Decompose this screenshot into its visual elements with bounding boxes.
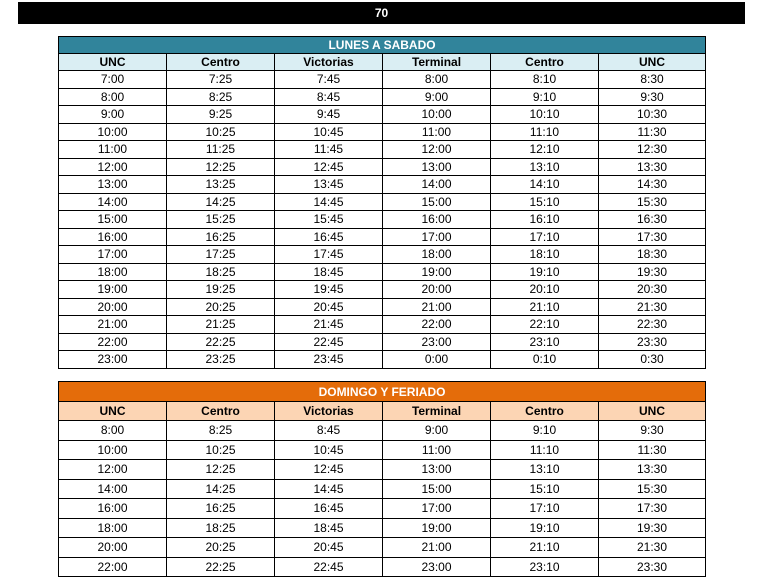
time-cell: 10:25	[167, 440, 275, 460]
time-cell: 18:00	[59, 263, 167, 281]
time-cell: 20:25	[167, 538, 275, 558]
time-cell: 17:25	[167, 246, 275, 264]
time-cell: 9:00	[383, 88, 491, 106]
route-number: 70	[374, 6, 389, 20]
time-cell: 23:30	[599, 557, 706, 577]
table-row	[59, 479, 706, 499]
table-row	[59, 88, 706, 106]
time-cell: 21:00	[383, 298, 491, 316]
time-cell: 12:00	[59, 460, 167, 480]
weekday-header-row	[59, 54, 706, 71]
time-cell: 8:45	[275, 88, 383, 106]
table-row	[59, 557, 706, 577]
holiday-schedule-title: DOMINGO Y FERIADO	[59, 382, 706, 402]
table-row	[59, 123, 706, 141]
table-row	[59, 316, 706, 334]
time-cell: 18:10	[491, 246, 599, 264]
time-cell: 16:30	[599, 211, 706, 229]
time-cell: 11:25	[167, 141, 275, 159]
time-cell: 16:45	[275, 228, 383, 246]
time-cell: 14:00	[59, 479, 167, 499]
time-cell: 13:10	[491, 158, 599, 176]
time-cell: 23:25	[167, 351, 275, 369]
time-cell: 9:25	[167, 106, 275, 124]
time-cell: 10:45	[275, 123, 383, 141]
table-row	[59, 538, 706, 558]
table-row	[59, 440, 706, 460]
time-cell: 15:10	[491, 193, 599, 211]
time-cell: 8:30	[599, 71, 706, 89]
time-cell: 9:10	[491, 421, 599, 441]
column-header: Victorias	[275, 402, 383, 421]
time-cell: 12:25	[167, 460, 275, 480]
time-cell: 11:00	[59, 141, 167, 159]
time-cell: 18:00	[383, 246, 491, 264]
time-cell: 14:10	[491, 176, 599, 194]
column-header: Centro	[491, 402, 599, 421]
time-cell: 9:30	[599, 421, 706, 441]
time-cell: 22:10	[491, 316, 599, 334]
time-cell: 0:10	[491, 351, 599, 369]
time-cell: 10:00	[59, 123, 167, 141]
table-row	[59, 176, 706, 194]
time-cell: 20:00	[383, 281, 491, 299]
time-cell: 19:25	[167, 281, 275, 299]
time-cell: 12:45	[275, 460, 383, 480]
table-row	[59, 263, 706, 281]
time-cell: 15:30	[599, 193, 706, 211]
time-cell: 9:10	[491, 88, 599, 106]
time-cell: 23:45	[275, 351, 383, 369]
time-cell: 21:30	[599, 298, 706, 316]
time-cell: 17:45	[275, 246, 383, 264]
time-cell: 14:45	[275, 193, 383, 211]
time-cell: 11:00	[383, 123, 491, 141]
time-cell: 0:30	[599, 351, 706, 369]
time-cell: 19:00	[383, 518, 491, 538]
time-cell: 23:10	[491, 557, 599, 577]
holiday-header-row	[59, 402, 706, 421]
column-header: Centro	[491, 54, 599, 71]
time-cell: 19:45	[275, 281, 383, 299]
time-cell: 11:30	[599, 440, 706, 460]
time-cell: 14:25	[167, 193, 275, 211]
time-cell: 8:45	[275, 421, 383, 441]
time-cell: 22:25	[167, 557, 275, 577]
time-cell: 13:00	[383, 460, 491, 480]
time-cell: 17:00	[59, 246, 167, 264]
time-cell: 9:30	[599, 88, 706, 106]
time-cell: 14:45	[275, 479, 383, 499]
time-cell: 8:10	[491, 71, 599, 89]
time-cell: 15:25	[167, 211, 275, 229]
table-row	[59, 499, 706, 519]
time-cell: 16:25	[167, 499, 275, 519]
time-cell: 9:00	[383, 421, 491, 441]
time-cell: 7:25	[167, 71, 275, 89]
time-cell: 15:30	[599, 479, 706, 499]
time-cell: 22:00	[383, 316, 491, 334]
time-cell: 11:10	[491, 440, 599, 460]
time-cell: 21:00	[383, 538, 491, 558]
time-cell: 11:45	[275, 141, 383, 159]
time-cell: 0:00	[383, 351, 491, 369]
time-cell: 13:45	[275, 176, 383, 194]
time-cell: 23:30	[599, 333, 706, 351]
time-cell: 10:25	[167, 123, 275, 141]
column-header: UNC	[599, 54, 706, 71]
time-cell: 20:10	[491, 281, 599, 299]
time-cell: 19:00	[59, 281, 167, 299]
time-cell: 22:00	[59, 333, 167, 351]
time-cell: 21:45	[275, 316, 383, 334]
table-row	[59, 298, 706, 316]
time-cell: 10:00	[383, 106, 491, 124]
time-cell: 13:10	[491, 460, 599, 480]
time-cell: 7:00	[59, 71, 167, 89]
column-header: UNC	[59, 402, 167, 421]
time-cell: 19:10	[491, 263, 599, 281]
column-header: Centro	[167, 54, 275, 71]
table-row	[59, 460, 706, 480]
time-cell: 10:00	[59, 440, 167, 460]
time-cell: 23:00	[383, 333, 491, 351]
time-cell: 20:45	[275, 538, 383, 558]
time-cell: 15:00	[383, 193, 491, 211]
time-cell: 20:00	[59, 538, 167, 558]
time-cell: 8:25	[167, 88, 275, 106]
time-cell: 17:30	[599, 499, 706, 519]
time-cell: 20:00	[59, 298, 167, 316]
time-cell: 8:00	[59, 88, 167, 106]
time-cell: 13:25	[167, 176, 275, 194]
time-cell: 20:30	[599, 281, 706, 299]
time-cell: 22:30	[599, 316, 706, 334]
time-cell: 10:10	[491, 106, 599, 124]
time-cell: 8:25	[167, 421, 275, 441]
time-cell: 19:00	[383, 263, 491, 281]
time-cell: 17:30	[599, 228, 706, 246]
time-cell: 11:00	[383, 440, 491, 460]
time-cell: 13:00	[59, 176, 167, 194]
time-cell: 16:00	[383, 211, 491, 229]
time-cell: 11:10	[491, 123, 599, 141]
time-cell: 21:10	[491, 298, 599, 316]
time-cell: 22:25	[167, 333, 275, 351]
time-cell: 23:10	[491, 333, 599, 351]
table-row	[59, 333, 706, 351]
time-cell: 18:45	[275, 518, 383, 538]
table-row	[59, 421, 706, 441]
time-cell: 18:25	[167, 518, 275, 538]
time-cell: 8:00	[59, 421, 167, 441]
time-cell: 14:00	[383, 176, 491, 194]
time-cell: 14:30	[599, 176, 706, 194]
table-row	[59, 141, 706, 159]
table-row	[59, 246, 706, 264]
weekday-schedule-title: LUNES A SABADO	[59, 37, 706, 54]
time-cell: 19:30	[599, 263, 706, 281]
time-cell: 15:45	[275, 211, 383, 229]
time-cell: 12:00	[59, 158, 167, 176]
time-cell: 16:00	[59, 228, 167, 246]
time-cell: 22:00	[59, 557, 167, 577]
time-cell: 10:30	[599, 106, 706, 124]
time-cell: 12:00	[383, 141, 491, 159]
column-header: UNC	[59, 54, 167, 71]
time-cell: 8:00	[383, 71, 491, 89]
column-header: Terminal	[383, 54, 491, 71]
table-row	[59, 193, 706, 211]
time-cell: 16:10	[491, 211, 599, 229]
time-cell: 12:10	[491, 141, 599, 159]
time-cell: 18:00	[59, 518, 167, 538]
time-cell: 12:30	[599, 141, 706, 159]
time-cell: 13:30	[599, 158, 706, 176]
time-cell: 22:45	[275, 333, 383, 351]
time-cell: 15:00	[59, 211, 167, 229]
time-cell: 15:00	[383, 479, 491, 499]
table-row	[59, 158, 706, 176]
weekday-schedule-table	[58, 36, 706, 369]
time-cell: 19:30	[599, 518, 706, 538]
time-cell: 23:00	[59, 351, 167, 369]
table-row	[59, 106, 706, 124]
column-header: UNC	[599, 402, 706, 421]
time-cell: 20:25	[167, 298, 275, 316]
time-cell: 9:45	[275, 106, 383, 124]
table-row	[59, 71, 706, 89]
time-cell: 21:10	[491, 538, 599, 558]
time-cell: 18:45	[275, 263, 383, 281]
time-cell: 23:00	[383, 557, 491, 577]
time-cell: 17:10	[491, 228, 599, 246]
time-cell: 21:25	[167, 316, 275, 334]
time-cell: 17:10	[491, 499, 599, 519]
holiday-schedule-table	[58, 381, 706, 577]
time-cell: 18:25	[167, 263, 275, 281]
time-cell: 16:00	[59, 499, 167, 519]
time-cell: 21:30	[599, 538, 706, 558]
table-row	[59, 211, 706, 229]
time-cell: 15:10	[491, 479, 599, 499]
time-cell: 17:00	[383, 499, 491, 519]
table-row	[59, 351, 706, 369]
column-header: Victorias	[275, 54, 383, 71]
time-cell: 10:45	[275, 440, 383, 460]
time-cell: 18:30	[599, 246, 706, 264]
time-cell: 21:00	[59, 316, 167, 334]
time-cell: 13:30	[599, 460, 706, 480]
time-cell: 14:00	[59, 193, 167, 211]
route-number-banner	[18, 2, 745, 24]
time-cell: 12:45	[275, 158, 383, 176]
time-cell: 9:00	[59, 106, 167, 124]
time-cell: 17:00	[383, 228, 491, 246]
time-cell: 19:10	[491, 518, 599, 538]
table-row	[59, 518, 706, 538]
time-cell: 11:30	[599, 123, 706, 141]
time-cell: 16:25	[167, 228, 275, 246]
column-header: Centro	[167, 402, 275, 421]
time-cell: 16:45	[275, 499, 383, 519]
time-cell: 22:45	[275, 557, 383, 577]
time-cell: 7:45	[275, 71, 383, 89]
time-cell: 14:25	[167, 479, 275, 499]
time-cell: 20:45	[275, 298, 383, 316]
time-cell: 12:25	[167, 158, 275, 176]
table-row	[59, 281, 706, 299]
column-header: Terminal	[383, 402, 491, 421]
table-row	[59, 228, 706, 246]
time-cell: 13:00	[383, 158, 491, 176]
